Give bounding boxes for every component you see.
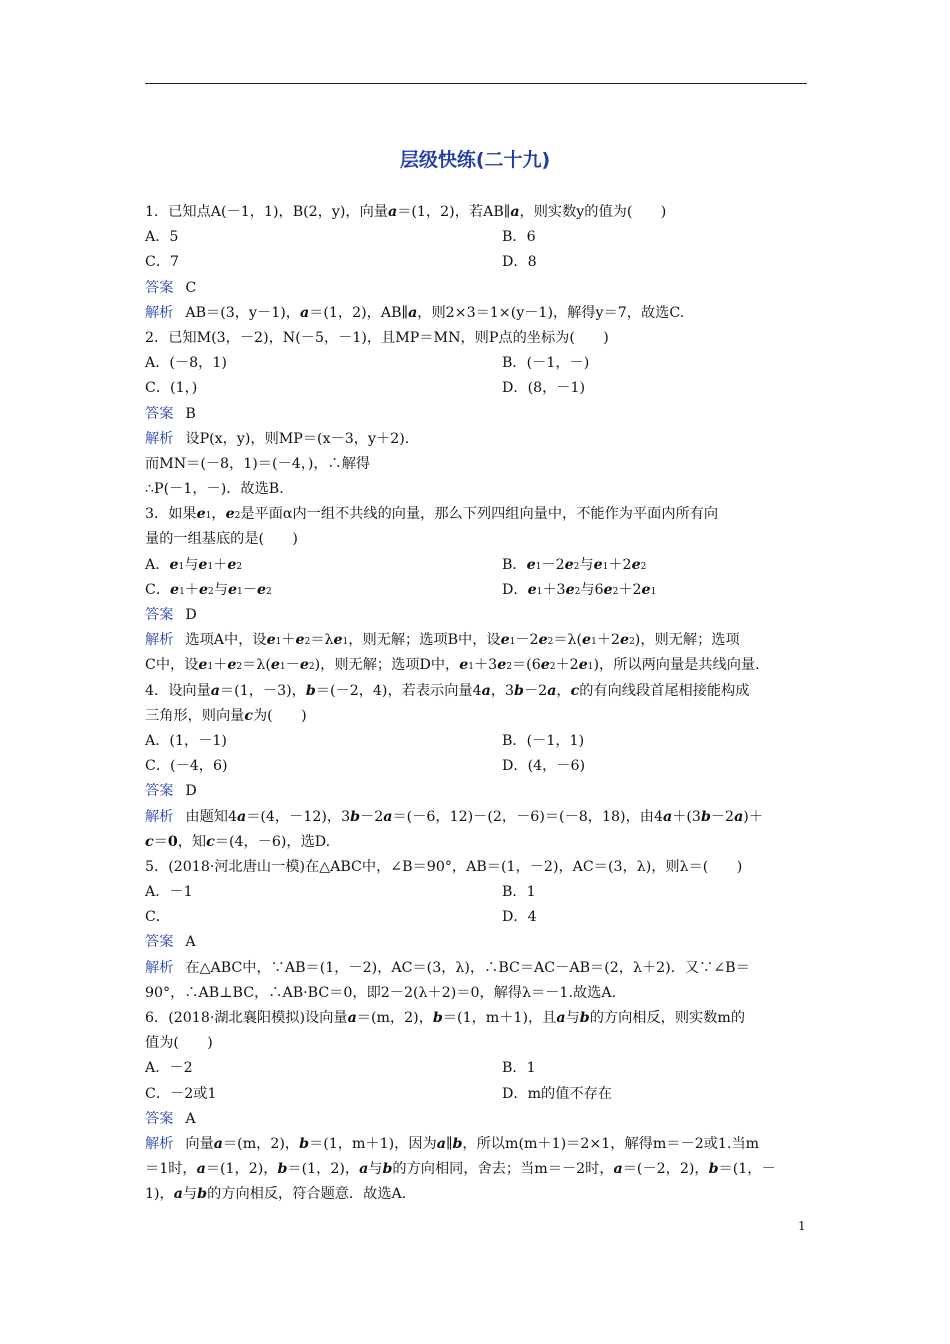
question-5-stem: 5．(2018·河北唐山一模)在△ABC中，∠B＝90°，AB＝(1，－2)，AC＝(3，λ)，则λ＝( ) [145,858,743,875]
question-2-analysis: 解析 设P(x，y)，则MP＝(x－3，y＋2). [145,430,410,447]
option-b: B．6 [502,229,536,246]
option-c: C．(－4，6) [145,758,228,775]
option-c: C．－2或1 [145,1085,217,1102]
option-c: C．7 [145,254,180,271]
question-5-analysis: 解析 在△ABC中，∵AB＝(1，－2)，AC＝(3，λ)，∴BC＝AC－AB＝(2，λ＋2)．又∵∠B＝ [145,959,750,976]
question-1-answer: 答案 C [145,279,197,296]
question-4-analysis: 解析 由题知4a＝(4，－12)，3b－2a＝(－6，12)－(2，－6)＝(－8，18)，由4a＋(3b－2a)＋ [145,808,764,825]
option-b: B．e1－2e2与e1＋2e2 [502,556,647,573]
page-title: 层级快练(二十九) [399,149,551,171]
option-a: A．5 [145,229,179,246]
question-4-options-ab [145,729,810,754]
document-body [145,200,810,1208]
option-a: A．(1，－1) [145,732,227,749]
question-1-stem: 1．已知点A(－1，1)，B(2，y)，向量a＝(1，2)，若AB∥a，则实数y的值为( ) [145,204,667,220]
question-3-options-ab [145,553,810,578]
question-1-analysis: 解析 AB＝(3，y－1)，a＝(1，2)，AB∥a，则2×3＝1×(y－1)，解得y＝7，故选C. [145,304,685,321]
question-1-options-cd [145,250,810,275]
question-6-analysis-line3: 1)，a与b的方向相反，符合题意．故选A. [145,1186,407,1203]
option-b: B．1 [502,884,536,901]
question-5-options-cd [145,905,810,930]
question-3-stem-line2: 量的一组基底的是( ) [145,531,298,548]
option-c: C．(1，) [145,380,198,397]
question-3-analysis-line2: C中，设e1＋e2＝λ(e1－e2)，则无解；选项D中，e1＋3e2＝(6e2＋2e1)，所以两向量是共线向量. [145,657,760,674]
question-3-analysis: 解析 选项A中，设e1＋e2＝λe1，则无解；选项B中，设e1－2e2＝λ(e1＋2e2)，则无解；选项 [145,632,740,649]
option-d: D．(8，－1) [502,380,586,397]
option-b: B．(－1，－) [502,355,590,372]
question-3-answer: 答案 D [145,607,197,623]
question-2-options-cd [145,376,810,401]
option-a: A．(－8，1) [145,355,227,372]
option-b: B．(－1，1) [502,732,585,749]
option-d: D．8 [502,254,537,271]
option-c: C．e1＋e2与e1－e2 [145,581,272,598]
question-3-options-cd [145,578,810,603]
question-2-analysis-line2: 而MN＝(－8，1)＝(－4，)，∴解得 [145,455,371,472]
question-2-answer: 答案 B [145,405,196,422]
question-4-stem: 4．设向量a＝(1，－3)，b＝(－2，4)，若表示向量4a，3b－2a，c的有向线段首尾相接能构成 [145,682,750,699]
question-6-analysis: 解析 向量a＝(m，2)，b＝(1，m＋1)，因为a∥b，所以m(m＋1)＝2×1，解得m＝－2或1.当m [145,1135,760,1152]
option-d: D．e1＋3e2与6e2＋2e1 [502,581,657,598]
question-2-analysis-line3: ∴P(－1，－)．故选B. [145,481,284,498]
header-rule [145,83,807,84]
question-5-options-ab [145,880,810,905]
question-6-answer: 答案 A [145,1110,196,1127]
question-5-answer: 答案 A [145,934,196,951]
question-6-options-ab [145,1056,810,1081]
page-number: 1 [798,1219,806,1233]
option-b: B．1 [502,1060,536,1077]
option-d: D．(4，－6) [502,758,586,775]
option-a: A．－1 [145,884,193,901]
question-6-stem-line2: 值为( ) [145,1035,213,1052]
option-c: C． [145,909,171,926]
question-6-options-cd [145,1082,810,1107]
question-3-stem: 3．如果e1，e2是平面α内一组不共线的向量，那么下列四组向量中，不能作为平面内所有向 [145,506,719,523]
question-4-stem-line2: 三角形，则向量c为( ) [145,707,307,724]
question-4-answer: 答案 D [145,783,197,800]
option-a: A．－2 [145,1060,193,1077]
option-a: A．e1与e1＋e2 [145,556,243,573]
question-1-options-ab [145,225,810,250]
option-d: D．4 [502,909,537,926]
question-4-options-cd [145,754,810,779]
question-5-analysis-line2: 90°，∴AB⊥BC，∴AB·BC＝0，即2－2(λ＋2)＝0，解得λ＝－1.故选A. [145,984,617,1001]
question-2-options-ab [145,351,810,376]
option-d: D．m的值不存在 [502,1085,612,1102]
question-4-analysis-line2: c＝0，知c＝(4，－6)，选D. [145,833,331,850]
question-2-stem: 2．已知M(3，－2)，N(－5，－1)，且MP＝MN，则P点的坐标为( ) [145,329,609,346]
question-6-analysis-line2: ＝1时，a＝(1，2)，b＝(1，2)，a与b的方向相同，舍去；当m＝－2时，a＝(－2，2)，b＝(1，－ [145,1161,776,1178]
question-6-stem: 6．(2018·湖北襄阳模拟)设向量a＝(m，2)，b＝(1，m＋1)，且a与b的方向相反，则实数m的 [145,1010,746,1026]
